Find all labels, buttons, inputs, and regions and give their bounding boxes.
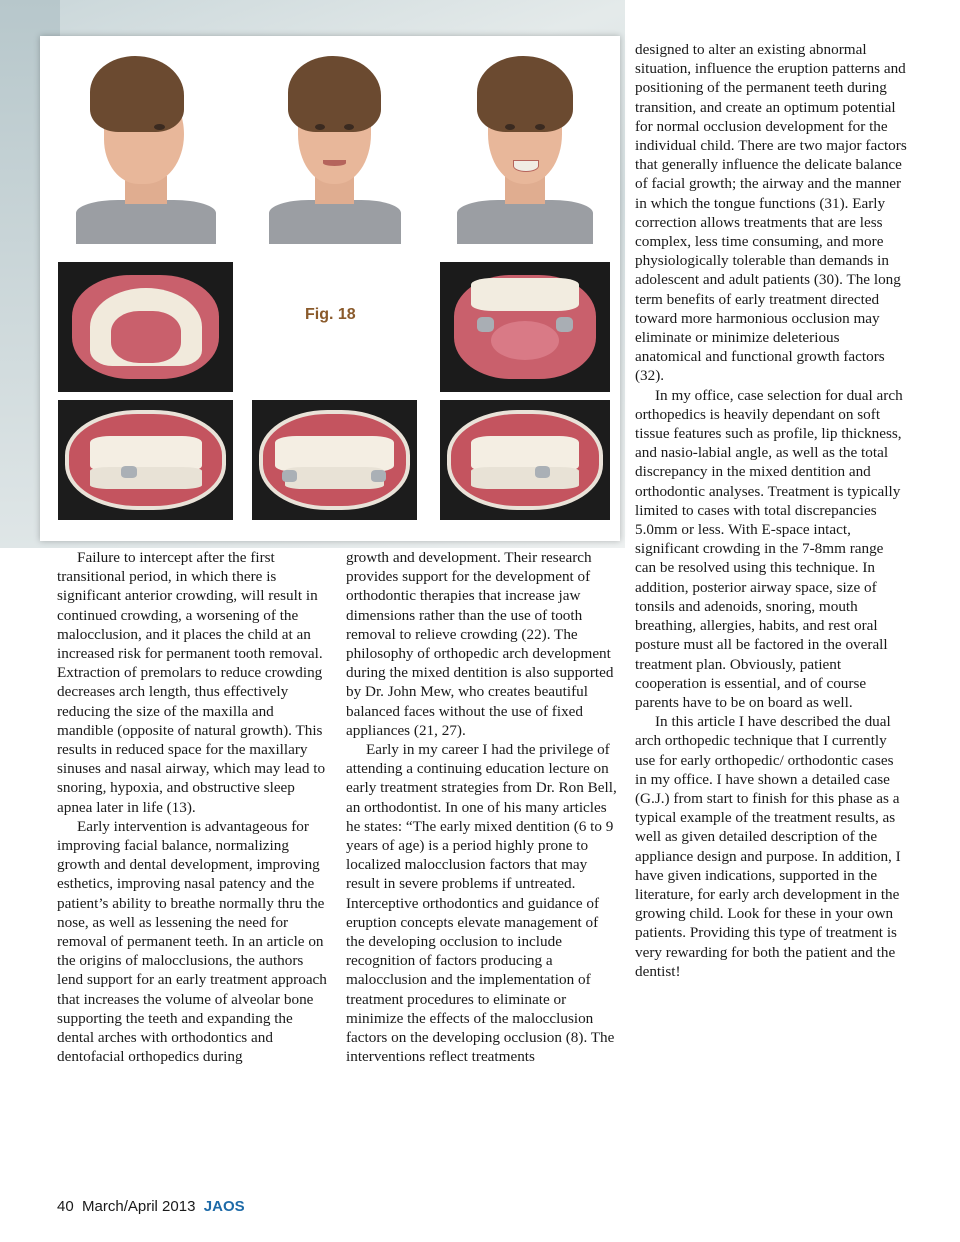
frontal-occlusion-photo [252, 400, 417, 520]
smiling-photo [440, 44, 610, 244]
issue-date: March/April 2013 [82, 1198, 196, 1215]
column-left [57, 548, 327, 1066]
paragraph: In my office, case selection for dual arch orthopedics is heavily dependant on soft tissue features such as profile, lip thickness, and nasio-labial angle, as well as the total discrepancy in the mixed dentition and orthodontic analyses. Treatment is typically limited to cases with total discrepancies 5.0mm or less. With E-space intact, significant crowding in the 7-8mm range can be resolved using this technique. In addition, posterior airway space, size of tonsils and adenoids, snoring, mouth breathing, allergies, habits, and rest oral posture must all be factored in the overall treatment plan. Obviously, patient cooperation is essential, and of course parents have to be on board as well. [635, 386, 903, 711]
page-footer [57, 1198, 245, 1215]
paragraph: growth and development. Their research provides support for the development of orthodontic therapies that increase jaw dimensions rather than the use of tooth removal to relieve crowding (22). The philosophy of orthopedic arch development during the mixed dentition is also supported by Dr. John Mew, who creates beautiful balanced faces without the use of fixed appliances (21, 27). [346, 549, 614, 739]
column-middle [346, 548, 618, 1066]
paragraph: Failure to intercept after the first transitional period, in which there is significant anterior crowding, will result in continued crowding, a worsening of the malocclusion, and it places the child at an increased risk for permanent tooth removal. Extraction of premolars to reduce crowding decreases arch length, thus effectively reducing the size of the maxilla and mandible (opposite of natural growth). This results in reduced space for the maxillary sinuses and nasal airway, which may lead to snoring, hypoxia, and obstructive sleep apnea later in life (13). [57, 549, 326, 816]
journal-name: JAOS [203, 1198, 245, 1215]
lower-arch-photo [440, 262, 610, 392]
paragraph: Early intervention is advantageous for improving facial balance, normalizing growth and dental development, improving esthetics, improving nasal patency and the patient’s ability to breathe normally thru the nose, as well as lessening the need for removal of permanent teeth. In an article on the origins of malocclusions, the authors lend support for an early treatment approach that increases the volume of alveolar bone supporting the teeth and expanding the dental arches with orthodontics and dentofacial orthopedics during [57, 817, 327, 1066]
paragraph: In this article I have described the dual arch orthopedic technique that I currently use for early orthopedic/ orthodontic cases in my office. I have shown a detailed case (G.J.) from start to finish for this phase as a typical example of the treatment results, as well as given detailed description of the appliance design and purpose. In addition, I have given indications, supported in the literature, for early arch development in the growing child. Look for these in your own patients. Providing this type of treatment is very rewarding for both the patient and the dentist! [635, 713, 901, 980]
column-right [635, 40, 907, 981]
paragraph: Early in my career I had the privilege of attending a continuing education lecture on early treatment strategies from Dr. Ron Bell, an orthodontist. In one of his many articles he states: “The early mixed dentition (6 to 9 years of age) is a period highly prone to localized malocclusion factors that may result in severe problems if untreated. Interceptive orthodontics and guidance of eruption concepts elevate management of the developing occlusion to include recognition of factors producing a malocclusion and the implementation of treatment procedures to eliminate or minimize the effects of the malocclusion factors on the developing occlusion (8). The interventions reflect treatments [346, 741, 617, 1066]
frontal-photo [252, 44, 417, 244]
paragraph: designed to alter an existing abnormal situation, influence the eruption patterns and positioning of the permanent teeth during transition, and create an optimum potential for normal occlusion development for the individual child. There are two major factors that generally influence the delicate balance of facial growth; the airway and the manner in which the tongue functions (31). Early correction allows treatments that are less complex, less time consuming, and more physiologically tolerable than demands in adolescent and adult patients (30). The long term benefits of early treatment directed toward more harmonious occlusion may eliminate or minimize deleterious anatomical and functional growth factors (32). [635, 41, 907, 385]
profile-photo [58, 44, 233, 244]
left-buccal-photo [440, 400, 610, 520]
page-number: 40 [57, 1198, 74, 1215]
upper-arch-photo [58, 262, 233, 392]
figure-18-panel [40, 36, 620, 541]
right-buccal-photo [58, 400, 233, 520]
figure-label: Fig. 18 [305, 306, 356, 323]
